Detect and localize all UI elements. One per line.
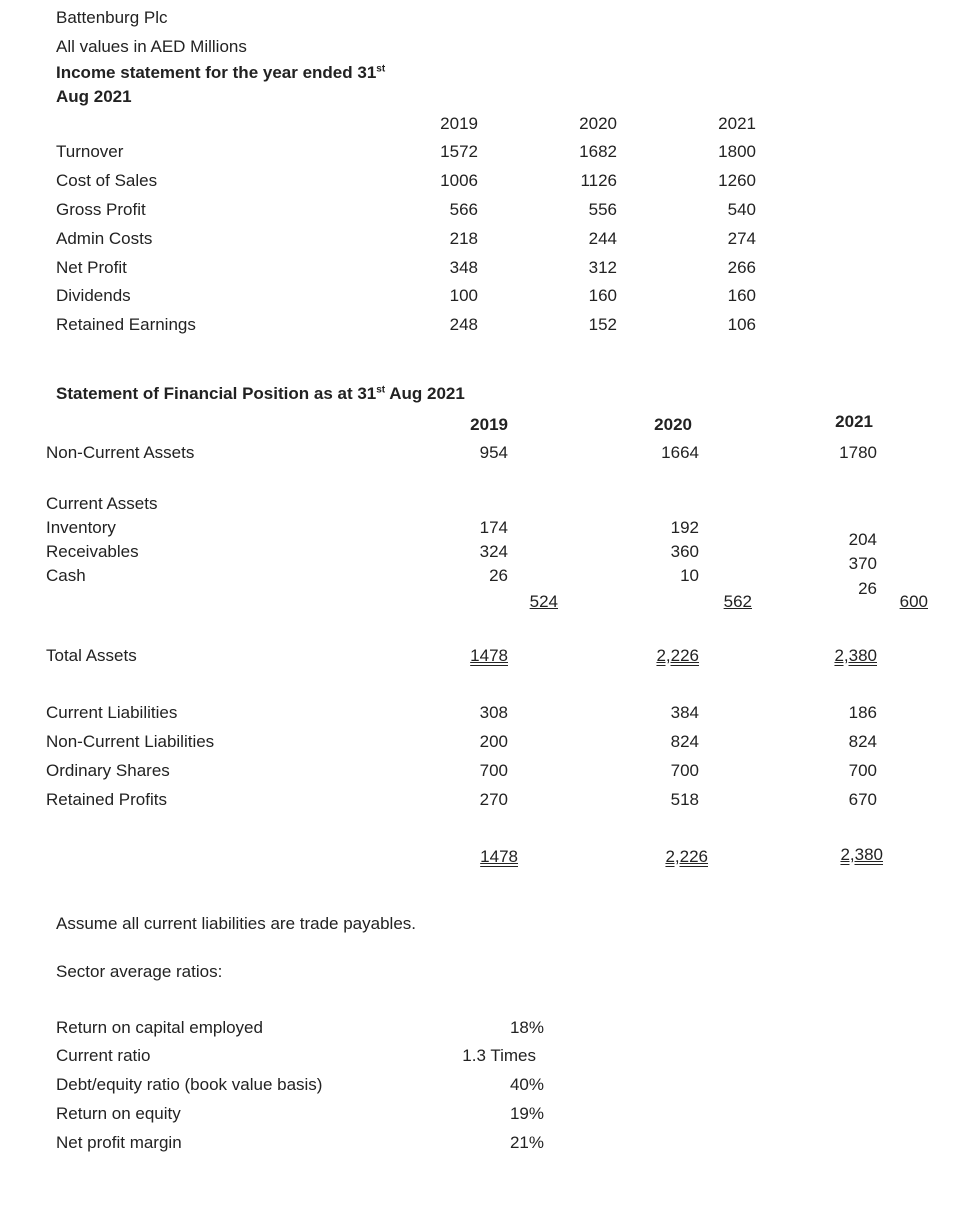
value-2019: 26 xyxy=(489,566,508,585)
currency-note: All values in AED Millions xyxy=(56,37,247,56)
value-2019: 174 xyxy=(479,518,508,537)
value-2019: 1478 xyxy=(470,646,508,665)
row-label: Receivables xyxy=(46,542,139,561)
equity-liabilities-total-2019: 1478 xyxy=(480,847,518,866)
current-assets-heading: Current Assets xyxy=(46,494,158,513)
value-2019: 1572 xyxy=(440,142,478,161)
value-2020: 312 xyxy=(588,258,617,277)
row-label: Cost of Sales xyxy=(56,171,158,190)
sofp-year-2019: 2019 xyxy=(470,415,508,434)
value-2020: 1682 xyxy=(579,142,617,161)
value-2020: 824 xyxy=(670,732,699,751)
value-2021: 700 xyxy=(848,761,877,780)
assumption-note: Assume all current liabilities are trade payables. xyxy=(56,914,417,933)
value-2019: 100 xyxy=(449,286,478,305)
value-2019: 308 xyxy=(479,703,508,722)
value-2021: 370 xyxy=(848,554,877,573)
value-2019: 700 xyxy=(479,761,508,780)
value-2019: 324 xyxy=(479,542,508,561)
ratio-label: Net profit margin xyxy=(56,1133,182,1152)
value-2019: 1006 xyxy=(440,171,478,190)
income-year-2021: 2021 xyxy=(718,114,756,133)
current-assets-total-2019: 524 xyxy=(529,592,558,611)
income-year-2019: 2019 xyxy=(440,114,478,133)
sector-heading: Sector average ratios: xyxy=(56,962,223,981)
value-2020: 1664 xyxy=(661,443,699,462)
ratio-label: Return on capital employed xyxy=(56,1018,263,1037)
row-label: Total Assets xyxy=(46,646,137,665)
value-2020: 1126 xyxy=(580,171,617,190)
value-2020: 244 xyxy=(588,229,617,248)
value-2021: 540 xyxy=(727,200,756,219)
value-2019: 200 xyxy=(479,732,508,751)
value-2020: 192 xyxy=(670,518,699,537)
value-2021: 26 xyxy=(858,579,877,598)
value-2021: 1780 xyxy=(839,443,877,462)
row-label: Inventory xyxy=(46,518,116,537)
ratio-value: 40% xyxy=(509,1075,544,1094)
value-2020: 160 xyxy=(588,286,617,305)
income-statement-title-date: Aug 2021 xyxy=(56,87,132,106)
value-2020: 10 xyxy=(680,566,699,585)
row-label: Dividends xyxy=(56,286,131,305)
value-2019: 248 xyxy=(449,315,478,334)
current-assets-total-2020: 562 xyxy=(723,592,752,611)
sofp-year-2021: 2021 xyxy=(835,412,873,431)
row-label: Current Liabilities xyxy=(46,703,178,722)
value-2019: 218 xyxy=(449,229,478,248)
row-label: Net Profit xyxy=(56,258,127,277)
equity-liabilities-total-2021: 2,380 xyxy=(840,845,883,864)
equity-liabilities-total-2020: 2,226 xyxy=(665,847,708,866)
value-2021: 670 xyxy=(848,790,877,809)
row-label: Ordinary Shares xyxy=(46,761,170,780)
row-label: Turnover xyxy=(56,142,124,161)
value-2020: 700 xyxy=(670,761,699,780)
value-2021: 1800 xyxy=(718,142,756,161)
income-statement-title: Income statement for the year ended 31st xyxy=(56,63,386,82)
sofp-title: Statement of Financial Position as at 31st Aug 2021 xyxy=(56,384,465,403)
current-assets-total-2021: 600 xyxy=(899,592,928,611)
row-label: Cash xyxy=(46,566,86,585)
value-2020: 2,226 xyxy=(656,646,699,665)
value-2019: 566 xyxy=(449,200,478,219)
ratio-value: 18% xyxy=(509,1018,544,1037)
ratio-value: 19% xyxy=(509,1104,544,1123)
value-2019: 954 xyxy=(479,443,508,462)
value-2019: 348 xyxy=(449,258,478,277)
row-label: Non-Current Liabilities xyxy=(46,732,215,751)
ratio-label: Current ratio xyxy=(56,1046,151,1065)
value-2021: 186 xyxy=(848,703,877,722)
sofp-year-2020: 2020 xyxy=(654,415,692,434)
value-2019: 270 xyxy=(479,790,508,809)
value-2020: 152 xyxy=(588,315,617,334)
row-label: Non-Current Assets xyxy=(46,443,195,462)
income-year-2020: 2020 xyxy=(579,114,617,133)
value-2020: 360 xyxy=(670,542,699,561)
value-2021: 266 xyxy=(727,258,756,277)
ratio-value: 21% xyxy=(509,1133,544,1152)
value-2021: 824 xyxy=(848,732,877,751)
value-2020: 556 xyxy=(588,200,617,219)
company-name: Battenburg Plc xyxy=(56,8,168,27)
value-2021: 204 xyxy=(848,530,877,549)
row-label: Retained Earnings xyxy=(56,315,196,334)
value-2021: 2,380 xyxy=(834,646,877,665)
value-2021: 160 xyxy=(727,286,756,305)
row-label: Gross Profit xyxy=(56,200,146,219)
value-2021: 274 xyxy=(727,229,756,248)
ratio-value: 1.3 Times xyxy=(462,1046,536,1065)
ratio-label: Return on equity xyxy=(56,1104,181,1123)
row-label: Retained Profits xyxy=(46,790,167,809)
ratio-label: Debt/equity ratio (book value basis) xyxy=(56,1075,323,1094)
value-2020: 384 xyxy=(670,703,699,722)
row-label: Admin Costs xyxy=(56,229,153,248)
value-2020: 518 xyxy=(670,790,699,809)
value-2021: 106 xyxy=(727,315,756,334)
value-2021: 1260 xyxy=(718,171,756,190)
